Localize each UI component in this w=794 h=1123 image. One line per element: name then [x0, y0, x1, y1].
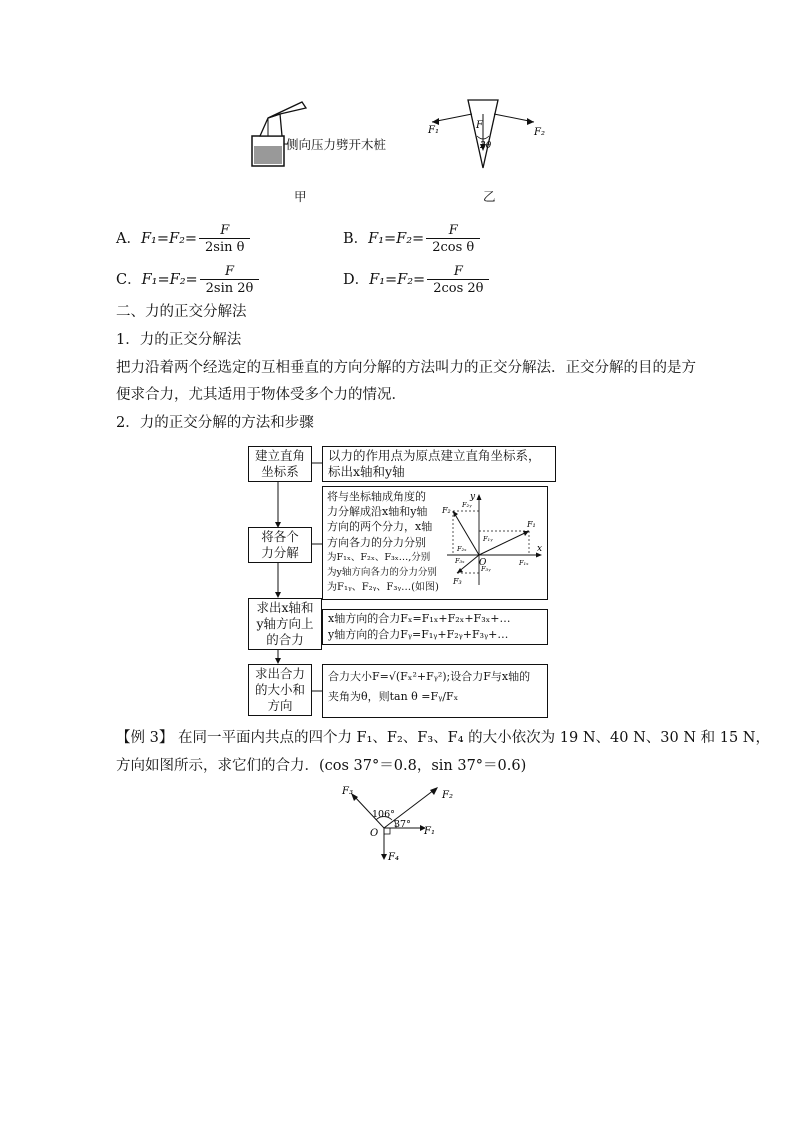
example-text-2: 方向如图所示，求它们的合力．(cos 37°＝0.8，sin 37°＝0.6) — [116, 758, 527, 774]
step-3-label-line: y轴方向上 — [256, 616, 314, 631]
ex-f1-label: F₁ — [424, 826, 435, 837]
mini-f3x-label: F₃ₓ — [455, 557, 465, 565]
option-b-num: F — [448, 223, 458, 238]
figure-yi-caption: 乙 — [483, 189, 496, 204]
option-d-num: F — [453, 264, 463, 279]
mini-x-label: x — [537, 544, 543, 554]
subheading-1: 1．力的正交分解法 — [116, 332, 242, 348]
step-3-desc — [322, 609, 548, 645]
yi-f1-label: F₁ — [428, 125, 439, 136]
mini-f2y-label: F₂ᵧ — [462, 501, 472, 509]
step-2-label-line: 力分解 — [261, 545, 299, 560]
step-4-label-line: 求出合力 — [254, 666, 305, 681]
mini-o-label: O — [479, 558, 487, 568]
mini-f1y-label: F₁ᵧ — [483, 535, 493, 543]
ex-f4-label: F₄ — [388, 852, 399, 863]
ex-f3-label: F₃ — [342, 786, 353, 797]
step-4-desc-line: 合力大小F=√(Fₓ²+Fᵧ²);设合力F与x轴的 — [328, 670, 531, 683]
option-b — [343, 223, 482, 255]
option-a-fraction — [199, 223, 250, 255]
mini-f3-label: F₃ — [453, 577, 462, 586]
paragraph-line-2: 便求合力，尤其适用于物体受多个力的情况． — [116, 387, 406, 403]
ex-angle-37: 37° — [394, 819, 411, 830]
option-d-letter: D． — [343, 272, 370, 288]
step-2-desc-text — [327, 489, 439, 595]
mini-f1-label: F₁ — [527, 520, 536, 529]
subheading-2: 2．力的正交分解的方法和步骤 — [116, 415, 314, 431]
step-2-desc — [322, 486, 548, 600]
option-a-letter: A． — [116, 231, 141, 247]
step-2-desc-line: 将与坐标轴成角度的 — [327, 490, 426, 503]
ex-angle-106: 106° — [372, 809, 395, 820]
example-force-diagram — [330, 776, 470, 868]
ex-f2-label: F₂ — [442, 790, 453, 801]
step-3-label-line: 的合力 — [266, 632, 304, 647]
step-1-label-line: 坐标系 — [261, 464, 299, 479]
option-d-lhs: F₁=F₂= — [369, 272, 426, 288]
option-c-lhs: F₁=F₂= — [141, 272, 198, 288]
option-c-den: 2sin 2θ — [200, 279, 260, 296]
step-1-label — [248, 446, 312, 482]
step-3-label-line: 求出x轴和 — [256, 600, 314, 615]
step-2-desc-line: 方向的两个分力，x轴 — [327, 520, 433, 534]
step-2-label — [248, 527, 312, 563]
yi-angle-label: 2θ — [480, 141, 492, 151]
mini-f3y-label: F₃ᵧ — [481, 565, 491, 573]
example-text-1: 在同一平面内共点的四个力 F₁、F₂、F₃、F₄ 的大小依次为 19 N、40 N、30 N 和 15 N， — [177, 730, 770, 746]
option-c-letter: C． — [116, 272, 142, 288]
step-1-desc-line: 标出x轴和y轴 — [328, 464, 405, 479]
step-3-label — [248, 598, 322, 650]
step-3-desc-line: y轴方向的合力Fᵧ=F₁ᵧ+F₂ᵧ+F₃ᵧ+… — [328, 627, 509, 641]
mini-f1x-label: F₁ₓ — [519, 559, 529, 567]
option-d-den: 2cos 2θ — [427, 279, 489, 296]
step-4-desc — [322, 664, 548, 718]
mini-f2-label: F₂ — [442, 506, 451, 515]
mini-y-label: y — [470, 492, 476, 502]
example-tag: 【例 3】 — [116, 730, 174, 746]
step-2-desc-line: 为y轴方向各力的分力分别 — [327, 567, 437, 579]
section-heading: 二、力的正交分解法 — [116, 304, 247, 320]
option-b-den: 2cos θ — [426, 238, 480, 255]
step-4-label-line: 方向 — [267, 698, 293, 713]
step-1-desc — [322, 446, 556, 482]
option-a — [116, 223, 252, 255]
option-c-num: F — [224, 264, 235, 279]
step-1-desc-line: 以力的作用点为原点建立直角坐标系， — [328, 448, 541, 463]
option-b-fraction — [426, 223, 480, 255]
wedge-force-figure — [420, 96, 560, 186]
example-line-1 — [116, 727, 770, 749]
step-4-label-line: 的大小和 — [254, 682, 305, 697]
paragraph-line-1: 把力沿着两个经选定的互相垂直的方向分解的方法叫力的正交分解法．正交分解的目的是方 — [116, 360, 696, 376]
yi-f2-label: F₂ — [534, 127, 545, 138]
option-d-fraction — [427, 264, 489, 296]
figure-jia-caption: 甲 — [294, 189, 307, 204]
wedge-label: 侧向压力劈开木桩 — [286, 137, 387, 152]
decomposition-mini-diagram — [441, 489, 545, 593]
option-a-den: 2sin θ — [199, 238, 250, 255]
option-c — [116, 264, 261, 296]
step-2-desc-line: 力分解成沿x轴和y轴 — [327, 505, 428, 519]
step-2-desc-line: 为F₁ₓ、F₂ₓ、F₃ₓ…,分别 — [327, 551, 431, 563]
option-b-lhs: F₁=F₂= — [368, 231, 425, 247]
yi-f-label: F — [476, 120, 483, 131]
ex-o-label: O — [370, 828, 379, 839]
option-a-num: F — [220, 223, 230, 238]
step-4-desc-line: 夹角为θ，则tan θ =Fᵧ/Fₓ — [328, 690, 459, 703]
step-2-label-line: 将各个 — [261, 529, 299, 544]
step-1-label-line: 建立直角 — [254, 448, 305, 463]
option-c-fraction — [200, 264, 260, 296]
step-4-label — [248, 664, 312, 716]
step-2-desc-line: 为F₁ᵧ、F₂ᵧ、F₃ᵧ…(如图) — [327, 582, 439, 594]
mini-f2x-label: F₂ₓ — [457, 545, 467, 553]
option-a-lhs: F₁=F₂= — [140, 231, 198, 247]
option-d — [343, 264, 491, 296]
step-3-desc-line: x轴方向的合力Fₓ=F₁ₓ+F₂ₓ+F₃ₓ+… — [328, 612, 511, 625]
step-2-desc-line: 方向各力的分力分别 — [327, 535, 426, 549]
option-b-letter: B． — [343, 231, 369, 247]
